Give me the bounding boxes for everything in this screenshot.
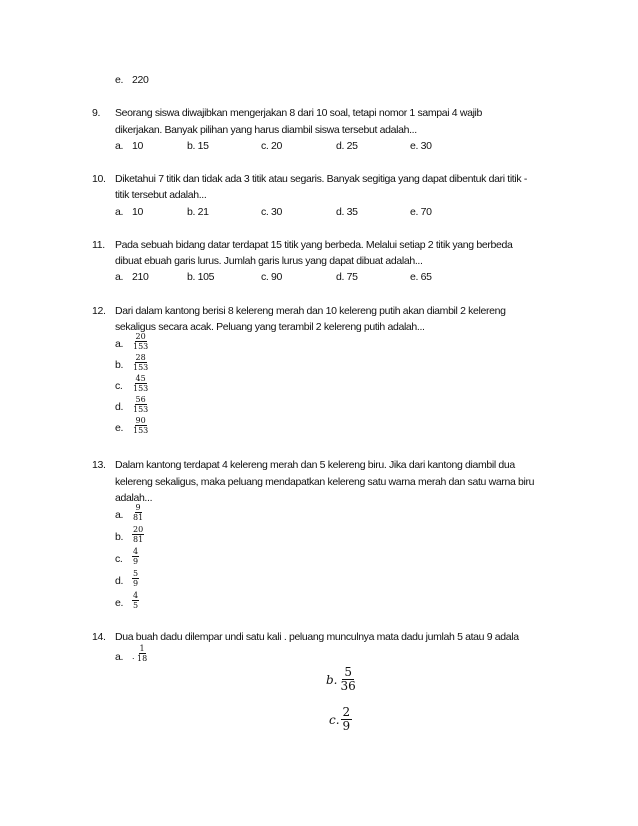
q11-option-b: b. 105 (187, 271, 215, 283)
q8-option-e-value: 220 (132, 74, 149, 86)
q13-option-e-label: e. (115, 597, 124, 609)
q14-option-b (326, 666, 358, 693)
q14-option-a-denominator: 18 (137, 654, 148, 663)
q12-option-e-fraction (132, 416, 149, 435)
q13-option-a-label: a. (115, 509, 124, 521)
q11-text-line2: dibuat ebuah garis lurus. Jumlah garis lurus yang dapat dibuat adalah... (115, 255, 423, 267)
q10-option-d: d. 35 (336, 206, 358, 218)
q13-option-c-label: c. (115, 553, 123, 565)
q13-option-c-fraction (132, 547, 139, 566)
q9-text-line1: Seorang siswa diwajibkan mengerjakan 8 dari 10 soal, tetapi nomor 1 sampai 4 wajib (115, 107, 483, 119)
q14-option-c (329, 706, 352, 733)
q12-option-b-denominator: 153 (133, 363, 149, 372)
q14-option-c-denominator: 9 (342, 719, 351, 733)
q12-option-a-label: a. (115, 338, 124, 350)
q8-option-e-label: e. (115, 74, 124, 86)
q12-text-line2: sekaligus secara acak. Peluang yang terambil 2 kelereng putih adalah... (115, 321, 425, 333)
q13-option-b-numerator: 20 (133, 525, 144, 534)
q12-option-c-denominator: 153 (133, 384, 149, 393)
q12-option-b-label: b. (115, 359, 124, 371)
q13-option-a-fraction (132, 503, 144, 522)
q10-text-line1: Diketahui 7 titik dan tidak ada 3 titik atau segaris. Banyak segitiga yang dapat dibentuk dari titik - (115, 173, 527, 185)
q12-option-d-numerator: 56 (135, 395, 146, 404)
q9-option-c: c. 20 (261, 140, 283, 152)
q14-option-a-fraction (136, 644, 148, 663)
q14-option-a-label: a. (115, 651, 124, 663)
q12-option-d-fraction (132, 395, 149, 414)
q14-option-c-fraction (341, 706, 353, 733)
q11-text-line1: Pada sebuah bidang datar terdapat 15 titik yang berbeda. Melalui setiap 2 titik yang berbeda (115, 239, 513, 251)
q9-option-e: e. 30 (410, 140, 432, 152)
q14-option-b-denominator: 36 (340, 679, 356, 693)
q12-option-b-fraction (132, 353, 149, 372)
q12-text-line1: Dari dalam kantong berisi 8 kelereng merah dan 10 kelereng putih akan diambil 2 kelereng (115, 305, 506, 317)
q10-option-b: b. 21 (187, 206, 209, 218)
q11-option-e: e. 65 (410, 271, 432, 283)
q13-option-d-denominator: 9 (133, 579, 139, 588)
q12-number: 12. (92, 305, 106, 317)
q9-option-d: d. 25 (336, 140, 358, 152)
q12-option-d-denominator: 153 (133, 405, 149, 414)
q14-option-a-prefix: . (132, 651, 135, 661)
q13-option-b-denominator: 81 (133, 535, 144, 544)
q12-option-e-label: e. (115, 422, 124, 434)
q13-text-line2: kelereng sekaligus, maka peluang mendapatkan kelereng satu warna merah dan satu warna biru (115, 476, 535, 488)
q13-number: 13. (92, 459, 106, 471)
q14-option-b-numerator: 5 (344, 665, 352, 679)
q13-option-a-denominator: 81 (133, 513, 144, 522)
q13-option-d-fraction (132, 569, 139, 588)
q9-option-a-value: 10 (132, 140, 143, 152)
q14-option-a-numerator: 1 (139, 644, 145, 653)
q11-option-a-label: a. (115, 271, 124, 283)
q10-option-a-value: 10 (132, 206, 143, 218)
q13-option-d-numerator: 5 (133, 569, 139, 578)
q13-option-e-denominator: 5 (133, 601, 139, 610)
q10-option-e: e. 70 (410, 206, 432, 218)
q10-option-a-label: a. (115, 206, 124, 218)
q14-option-c-label: c. (329, 712, 340, 727)
q11-number: 11. (92, 239, 105, 251)
q13-text-line3: adalah... (115, 492, 153, 504)
q14-option-b-label: b. (326, 672, 338, 687)
q12-option-a-numerator: 20 (135, 332, 146, 341)
q12-option-d-label: d. (115, 401, 124, 413)
q12-option-c-label: c. (115, 380, 123, 392)
q12-option-b-numerator: 28 (135, 353, 146, 362)
q13-option-c-numerator: 4 (133, 547, 139, 556)
q14-number: 14. (92, 631, 106, 643)
q9-text-line2: dikerjakan. Banyak pilihan yang harus diambil siswa tersebut adalah... (115, 124, 417, 136)
q14-option-b-fraction (339, 666, 358, 693)
q13-option-c-denominator: 9 (133, 557, 139, 566)
q12-option-c-fraction (132, 374, 149, 393)
q14-text-line1: Dua buah dadu dilempar undi satu kali . peluang munculnya mata dadu jumlah 5 atau 9 adala (115, 631, 519, 643)
q13-option-a-numerator: 9 (135, 503, 141, 512)
q12-option-e-denominator: 153 (133, 426, 149, 435)
q10-option-c: c. 30 (261, 206, 283, 218)
q12-option-c-numerator: 45 (135, 374, 146, 383)
q12-option-e-numerator: 90 (135, 416, 146, 425)
q13-option-d-label: d. (115, 575, 124, 587)
q10-text-line2: titik tersebut adalah... (115, 189, 207, 201)
q9-number: 9. (92, 107, 101, 119)
q11-option-a-value: 210 (132, 271, 149, 283)
q9-option-b: b. 15 (187, 140, 209, 152)
q13-option-b-label: b. (115, 531, 124, 543)
q13-option-b-fraction (132, 525, 144, 544)
q12-option-a-fraction (132, 332, 149, 351)
q13-option-e-fraction (132, 591, 139, 610)
q9-option-a-label: a. (115, 140, 124, 152)
q13-option-e-numerator: 4 (133, 591, 139, 600)
q10-number: 10. (92, 173, 106, 185)
q14-option-c-numerator: 2 (342, 705, 351, 719)
q12-option-a-denominator: 153 (133, 342, 149, 351)
q13-text-line1: Dalam kantong terdapat 4 kelereng merah dan 5 kelereng biru. Jika dari kantong diambil dua (115, 459, 515, 471)
q11-option-c: c. 90 (261, 271, 283, 283)
q11-option-d: d. 75 (336, 271, 358, 283)
